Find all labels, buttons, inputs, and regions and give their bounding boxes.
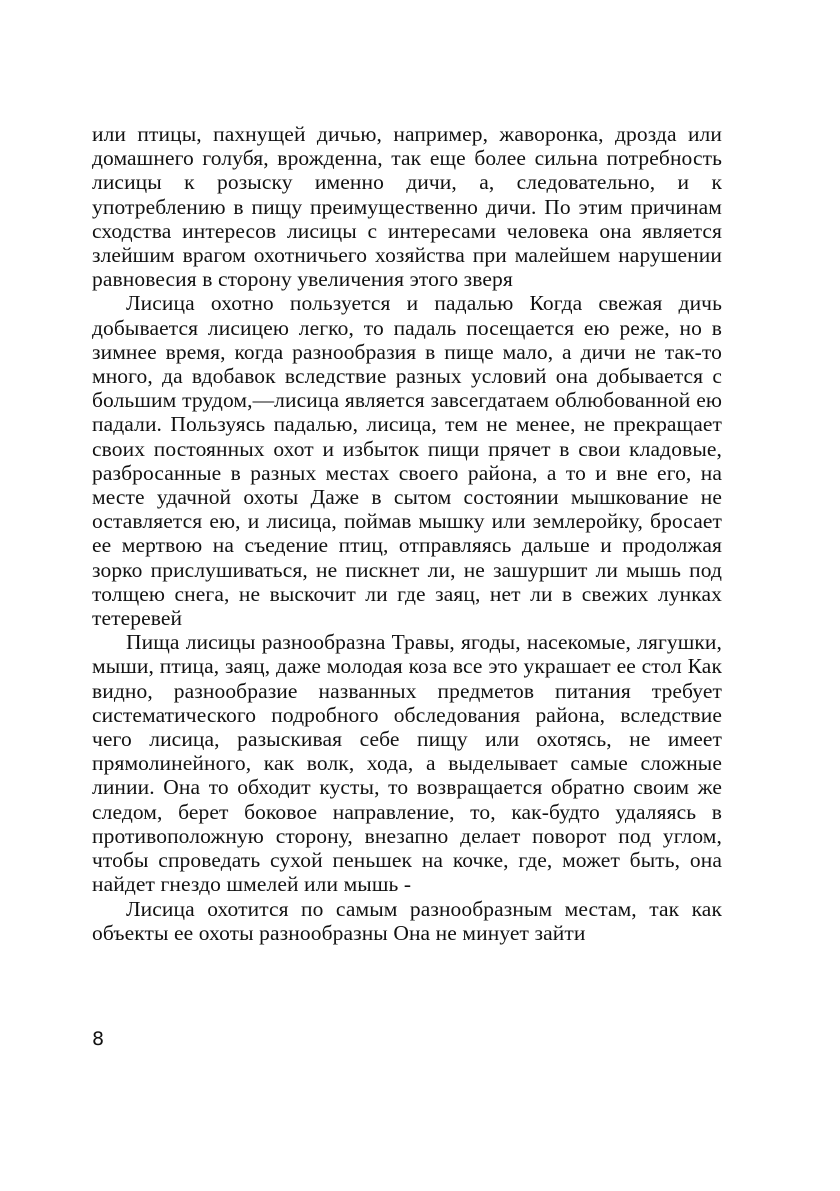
page-number: 8	[92, 1028, 105, 1050]
paragraph: Лисица охотно пользуется и падалью Когда свежая дичь добывается лисицею легко, то падаль посещается ею реже, но в зимнее время, когда разнообразия в пище мало, а дичи не так-то много, да вдобавок вследствие разных условий она добывается с большим трудом,—лисица является завсегдатаем облюбованной ею падали. Пользуясь падалью, лисица, тем не менее, не прекращает своих постоянных охот и избыток пищи прячет в свои кладовые, разбросанные в разных местах своего района, а то и вне его, на месте удачной охоты Даже в сытом состоянии мышкование не оставляется ею, и лисица, поймав мышку или землеройку, бросает ее мертвою на съедение птиц, отправляясь дальше и продолжая зорко прислушиваться, не пискнет ли, не зашуршит ли мышь под толщею снега, не выскочит ли где заяц, нет ли в свежих лунках тетеревей	[92, 291, 722, 631]
page-body	[92, 122, 722, 945]
paragraph: Лисица охотится по самым разнообразным местам, так как объекты ее охоты разнообразны Она не минует зайти	[92, 896, 722, 945]
paragraph: Пища лисицы разнообразна Травы, ягоды, насекомые, лягушки, мыши, птица, заяц, даже молодая коза все это украшает ее стол Как видно, разнообразие названных предметов питания требует систематического подробного обследования района, вследствие чего лисица, разыскивая себе пищу или охотясь, не имеет прямолинейного, как волк, хода, а выделывает самые сложные линии. Она то обходит кусты, то возвращается обратно своим же следом, берет боковое направление, то, как-будто удаляясь в противоположную сторону, внезапно делает поворот под углом, чтобы спроведать сухой пеньшек на кочке, где, может быть, она найдет гнездо шмелей или мышь -	[92, 630, 722, 897]
paragraph: или птицы, пахнущей дичью, например, жаворонка, дрозда или домашнего голубя, врожденна, так еще более сильна потребность лисицы к розыску именно дичи, а, следовательно, и к употреблению в пищу преимущественно дичи. По этим причинам сходства интересов лисицы с интересами человека она является злейшим врагом охотничьего хозяйства при малейшем нарушении равновесия в сторону увеличения этого зверя	[92, 122, 722, 292]
